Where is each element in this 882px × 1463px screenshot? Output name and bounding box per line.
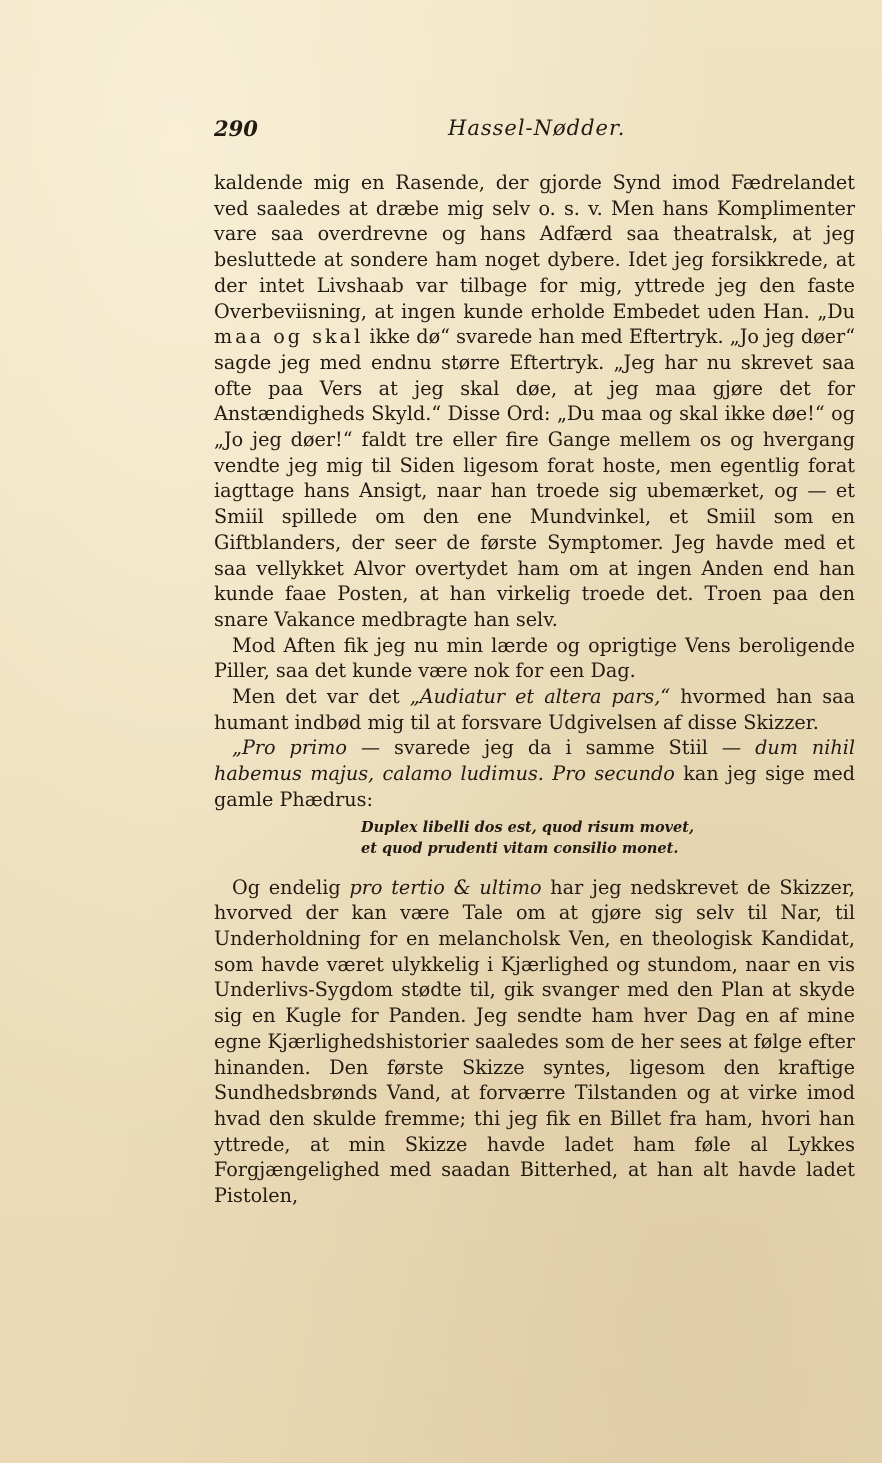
body-text	[214, 170, 855, 1209]
p5-text-c: har jeg nedskrevet de Skizzer, hvorved der kan være Tale om at gjøre sig selv til Nar, til Underholdning for en melancholsk Ven, en theologisk Kandidat, som havde været ulykkelig i Kjærlighed og stundom, naar en vis Underlivs-Sygdom stødte til, gik svanger med den Plan at skyde sig en Kugle for Panden. Jeg sendte ham hver Dag en af mine egne Kjærlighedshistorier saaledes som de her sees at følge efter hinanden. Den første Skizze syntes, ligesom den kraftige Sundhedsbrønds Vand, at forværre Tilstanden og at virke imod hvad den skulde fremme; thi jeg fik en Billet fra ham, hvori han yttrede, at min Skizze havde ladet ham føle al Lykkes Forgjængelighed med saadan Bitterhed, at han alt havde ladet Pistolen,	[214, 875, 856, 1208]
p3-text-a: Men det var det	[232, 685, 410, 709]
running-title: Hassel-Nødder.	[448, 116, 626, 140]
paragraph-5	[214, 875, 855, 1209]
p4-text-b: — svarede jeg da i samme Stiil —	[346, 736, 756, 760]
p3-latin-phrase: „Audiatur et altera pars,“	[409, 685, 671, 709]
p5-latin-phrase: pro tertio & ultimo	[349, 875, 542, 899]
p4-latin-a: „Pro primo	[232, 736, 347, 760]
p1-text-a: kaldende mig en Rasende, der gjorde Synd imod Fædrelandet ved saaledes at dræbe mig selv o. s. v. Men hans Komplimenter vare saa overdrevne og hans Adfærd saa theatralsk, at jeg besluttede at sondere ham noget dybere. Idet jeg forsikkrede, at der intet Livshaab var tilbage for mig, yttrede jeg den faste Overbeviisning, at ingen kunde erholde Embedet uden Han. „Du	[214, 171, 855, 323]
paragraph-1	[214, 170, 855, 633]
p1-text-spaced: maa og skal	[214, 325, 364, 349]
p5-text-a: Og endelig	[232, 875, 350, 899]
latin-quote	[361, 817, 855, 859]
p4-latin-c: dum nihil habemus majus, calamo ludimus. Pro secundo	[214, 736, 855, 786]
page-number: 290	[214, 116, 258, 141]
p4-text-d: kan jeg sige med gamle Phædrus:	[214, 762, 855, 811]
quote-line-2: et quod prudenti vitam consilio monet.	[361, 839, 679, 857]
paragraph-2: Mod Aften fik jeg nu min lærde og oprigtige Vens beroligende Piller, saa det kunde være nok for een Dag.	[214, 633, 855, 683]
paragraph-3	[214, 684, 855, 735]
page-header	[214, 116, 854, 146]
p3-text-c: hvormed han saa humant indbød mig til at forsvare Udgivelsen af disse Skizzer.	[214, 685, 856, 734]
quote-line-1: Duplex libelli dos est, quod risum movet,	[361, 818, 695, 836]
p1-text-c: ikke dø“ svarede han med Eftertryk. „Jo jeg døer“ sagde jeg med endnu større Eftertryk. „Jeg har nu skrevet saa ofte paa Vers at jeg skal døe, at jeg maa gjøre det for Anstændigheds Skyld.“ Disse Ord: „Du maa og skal ikke døe!“ og „Jo jeg døer!“ faldt tre eller fire Gange mellem os og hvergang vendte jeg mig til Siden ligesom forat hoste, men egentlig forat iagttage hans Ansigt, naar han troede sig ubemærket, og — et Smiil spillede om den ene Mundvinkel, et Smiil som en Giftblanders, der seer de første Symptomer. Jeg havde med et saa vellykket Alvor overtydet ham om at ingen Anden end han kunde faae Posten, at han virkelig troede det. Troen paa den snare Vakance medbragte han selv.	[214, 325, 856, 631]
paragraph-4	[214, 735, 855, 812]
